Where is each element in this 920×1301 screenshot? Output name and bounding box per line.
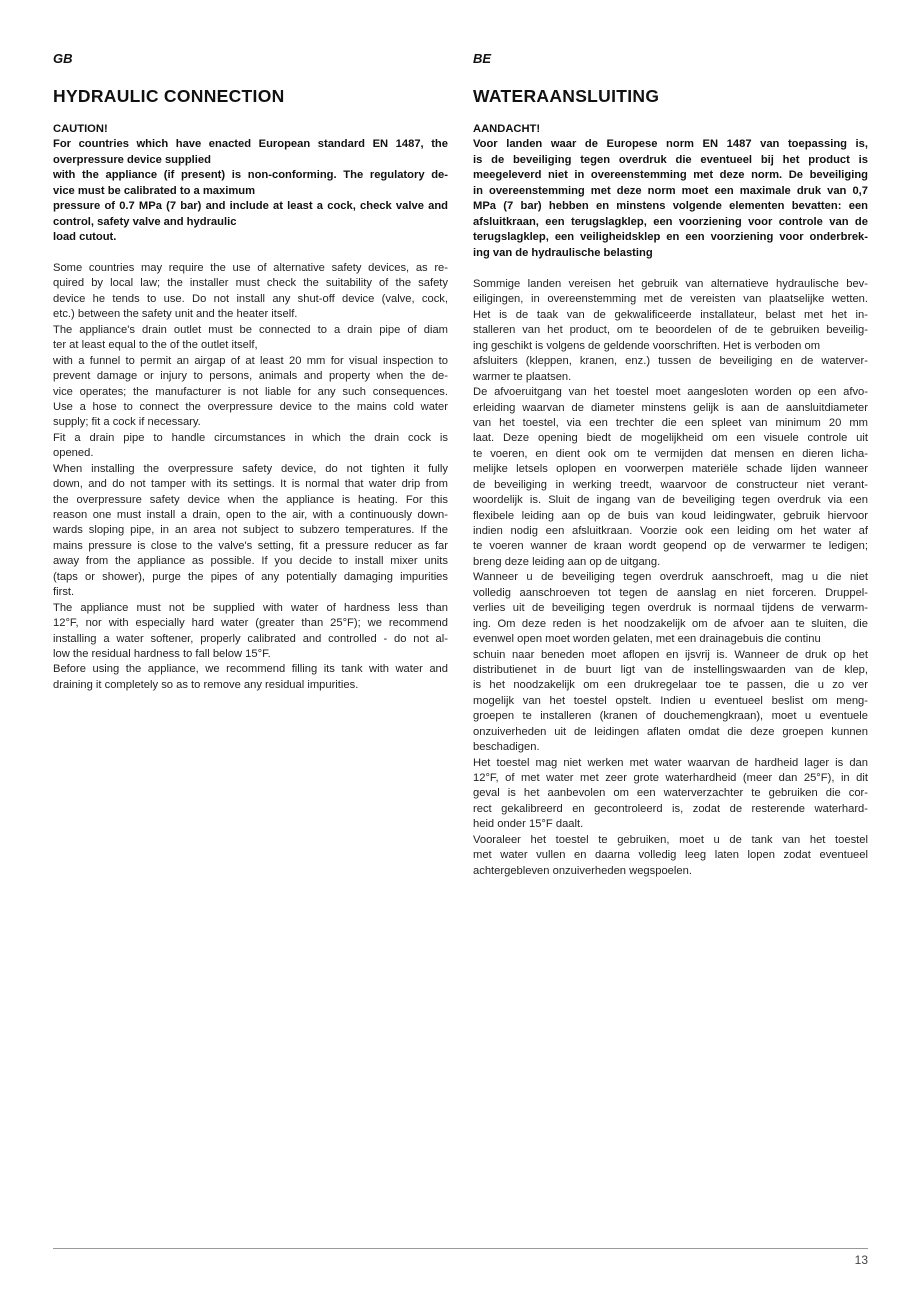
text-line: The appliance must not be supplied with water of hardness less than: [53, 601, 448, 614]
text-line: reason one must install a drain, open to the air, with a continuously down-: [53, 509, 448, 521]
text-line: prevent damage or injury to persons, animals and property when the de-: [53, 370, 448, 383]
paragraph: [473, 385, 868, 570]
text-line: ing van de hydraulische belasting: [473, 246, 653, 259]
text-line: Voor landen waar de Europese norm EN 1487 van toepassing is,: [473, 138, 868, 151]
text-line: de beveiliging in werking treedt, waarvoor de constructeur niet verant-: [473, 478, 868, 491]
text-line: stalleren van het product, om te beoordelen of de te gebruiken beveilig-: [473, 324, 868, 337]
paragraph: [53, 199, 448, 230]
text-line: heid onder 15°F daalt.: [473, 818, 584, 831]
language-code: BE: [473, 51, 492, 66]
text-line: te voeren wanner de kraan wordt geopend op de verwarmer te ledigen;: [473, 540, 868, 553]
language-code: GB: [53, 51, 73, 66]
paragraph: [53, 354, 448, 431]
paragraph: [473, 648, 868, 756]
text-line: quired by local law; the installer must check the suitability of the safety: [53, 277, 448, 290]
text-line: De afvoeruitgang van het toestel moet aangesloten worden op een afvo-: [473, 386, 868, 399]
text-line: terugslagklep, een veiligheidsklep en een voorziening voor onderbrek-: [473, 231, 868, 244]
text-line: Use a hose to connect the overpressure device to the mains cold water: [53, 400, 448, 413]
text-line: afsluiters (kleppen, kranen, enz.) tussen de beveiliging en de waterver-: [473, 355, 868, 368]
text-line: flexibele leiding aan op de buis van koud leidingwater, gebruik hiervoor: [473, 509, 868, 522]
text-line: achtergebleven onzuiverheden wegspoelen.: [473, 864, 692, 877]
text-line: in overeenstemming met deze norm moet een maximale druk van 0,7: [473, 184, 868, 197]
paragraph: [53, 462, 448, 601]
text-line: MPa (7 bar) hebben en minstens volgende elementen bevatten: een: [473, 200, 868, 213]
text-line: supply; fit a cock if necessary.: [53, 416, 201, 429]
text-line: the overpressure safety device when the appliance is heating. For this: [53, 493, 448, 506]
text-line: te voeren, en dient ook om te vermijden dat mensen en dieren licha-: [473, 447, 868, 460]
text-line: first.: [53, 586, 75, 599]
text-line: AANDACHT!: [473, 123, 541, 135]
text-line: load cutout.: [53, 231, 117, 244]
text-line: Some countries may require the use of alternative safety devices, as re-: [53, 262, 448, 274]
footer-divider: [53, 1248, 868, 1249]
text-line: Het is de taak van de gekwalificeerde installateur, belast met het in-: [473, 308, 868, 321]
text-line: Wanneer u de beveiliging tegen overdruk aanschroeft, mag u die niet: [473, 571, 868, 584]
text-line: warmer te plaatsen.: [473, 370, 572, 383]
text-line: volledig aanschroeven tot tegen de aanslag en niet forceren. Druppel-: [473, 586, 868, 599]
text-line: Sommige landen vereisen het gebruik van alternatieve hydraulische bev-: [473, 278, 868, 290]
page-number: 13: [854, 1253, 868, 1267]
body-text: [473, 277, 868, 879]
text-line: is de beveiliging tegen overdruk die eventueel bij het product is: [473, 153, 868, 166]
caution-block: [53, 122, 448, 246]
text-line: afsluitkraan, een terugslagklep, een voorziening voor controle van de: [473, 215, 868, 228]
text-line: CAUTION!: [53, 123, 108, 135]
text-line: laat. Deze opening biedt de mogelijkheid om een visuele controle uit: [473, 432, 868, 445]
text-line: meegeleverd niet in overeenstemming met deze norm. De beveiliging: [473, 169, 868, 182]
section-title: HYDRAULIC CONNECTION: [53, 86, 285, 106]
text-line: breng deze leiding aan op de uitgang.: [473, 555, 661, 568]
text-line: low the residual hardness to fall below 15°F.: [53, 647, 271, 660]
text-line: opened.: [53, 447, 94, 460]
text-line: beschadigen.: [473, 741, 540, 754]
text-line: geval is het aanbevolen om een waterverzachter te gebruiken die cor-: [473, 787, 868, 800]
text-line: groepen te installeren (kranen of douchemengkraan), moet u eventuele: [473, 710, 868, 723]
text-line: with the appliance (if present) is non-conforming. The regulatory de-: [53, 169, 448, 182]
text-line: ing. Om deze reden is het noodzakelijk om de afvoer aan te sluiten, die: [473, 617, 868, 630]
paragraph: [473, 570, 868, 647]
text-line: onzuiverheden uit de leidingen aflaten omdat die deze groepen kunnen: [473, 725, 868, 738]
paragraph: [473, 354, 868, 385]
paragraph: [53, 431, 448, 462]
paragraph: [473, 833, 868, 879]
paragraph: [53, 230, 448, 245]
text-line: down, and do not tamper with its settings. It is normal that water drip from: [53, 478, 448, 491]
caution-block: [473, 122, 868, 261]
text-line: ter at least equal to the of the outlet itself,: [53, 339, 258, 352]
paragraph: [473, 277, 868, 354]
text-line: met water vullen en daarna volledig leeg laten lopen zodat eventueel: [473, 849, 868, 862]
text-line: erleiding waarvan de diameter minstens gelijk is aan de aansluitdiameter: [473, 401, 868, 414]
paragraph: [53, 122, 448, 137]
text-line: Before using the appliance, we recommend filling its tank with water and: [53, 663, 448, 676]
paragraph: [53, 323, 448, 354]
text-line: (taps or shower), purge the pipes of any potentially damaging impurities: [53, 570, 448, 583]
text-line: 12°F, of met water met zeer grote waterhardheid (meer dan 25°F), in dit: [473, 772, 868, 784]
text-line: indien nodig een afsluitkraan. Voorzie ook een leiding om het water af: [473, 525, 868, 537]
text-line: away from the appliance as possible. If you decide to install mixer units: [53, 555, 448, 568]
paragraph: [53, 261, 448, 323]
paragraph: [473, 756, 868, 833]
text-line: device he tends to use. Do not install any shut-off device (valve, cock,: [53, 292, 448, 305]
text-line: wards sloping pipe, in an area not subject to subzero temperatures. If the: [53, 524, 448, 537]
text-line: distributienet in de buurt ligt van de instellingswaarden van de klep,: [473, 663, 868, 676]
text-line: For countries which have enacted European standard EN 1487, the: [53, 138, 448, 151]
text-line: schuin naar beneden moet aflopen en ijsvrij is. Wanneer de druk op het: [473, 648, 868, 661]
text-line: pressure of 0.7 MPa (7 bar) and include at least a cock, check valve and: [53, 200, 448, 213]
text-line: The appliance's drain outlet must be connected to a drain pipe of diam: [53, 323, 448, 336]
text-line: eiligingen, in overeenstemming met de vereisten van plaatselijke wetten.: [473, 293, 868, 306]
paragraph: [53, 168, 448, 199]
text-line: woordelijk is. Sluit de ingang van de beveiliging tegen overdruk via een: [473, 494, 868, 507]
text-line: mains pressure is close to the valve's setting, fit a pressure reducer as far: [53, 539, 448, 552]
text-line: vice must be calibrated to a maximum: [53, 184, 256, 197]
text-line: Vooraleer het toestel te gebruiken, moet u de tank van het toestel: [473, 833, 868, 846]
paragraph: [53, 601, 448, 663]
body-text: [53, 261, 448, 693]
section-title: WATERAANSLUITING: [473, 86, 660, 106]
text-line: When installing the overpressure safety device, do not tighten it fully: [53, 462, 448, 475]
paragraph: [53, 137, 448, 168]
text-line: is het noodzakelijk om een drukregelaar toe te passen, die u zo ver: [473, 679, 868, 692]
text-line: 12°F, nor with especially hard water (greater than 25°F); we recommend: [53, 617, 448, 630]
text-line: installing a water softener, properly calibrated and controlled - do not al-: [53, 632, 448, 645]
text-line: Het toestel mag niet werken met water waarvan de hardheid lager is dan: [473, 756, 868, 769]
text-line: rect gekalibreerd en gecontroleerd is, zodat de resterende waterhard-: [473, 802, 868, 815]
text-line: mogelijk van het toestel opstelt. Indien u eventueel beslist om meng-: [473, 694, 868, 707]
text-line: ing geschikt is volgens de geldende voorschriften. Het is verboden om: [473, 339, 821, 352]
text-line: overpressure device supplied: [53, 153, 211, 166]
text-line: control, safety valve and hydraulic: [53, 215, 237, 228]
paragraph: [473, 137, 868, 261]
paragraph: [53, 662, 448, 693]
text-line: vice operates; the manufacturer is not liable for any such consequences.: [53, 385, 448, 398]
text-line: van het toestel, via een trechter die een spleet van minimum 20 mm: [473, 416, 868, 429]
text-line: etc.) between the safety unit and the heater itself.: [53, 308, 298, 321]
text-line: verlies uit de beveiliging tegen overdruk is normaal tijdens de verwarm-: [473, 602, 868, 615]
text-line: draining it completely so as to remove any residual impurities.: [53, 678, 359, 691]
text-line: with a funnel to permit an airgap of at least 20 mm for visual inspection to: [53, 354, 448, 367]
paragraph: [473, 122, 868, 137]
text-line: evenwel open moet worden gelaten, met een drainagebuis die continu: [473, 633, 821, 646]
text-line: Fit a drain pipe to handle circumstances in which the drain cock is: [53, 431, 448, 444]
text-line: melijke letsels oplopen en voorwerpen materiële schade lijden wanneer: [473, 463, 868, 476]
